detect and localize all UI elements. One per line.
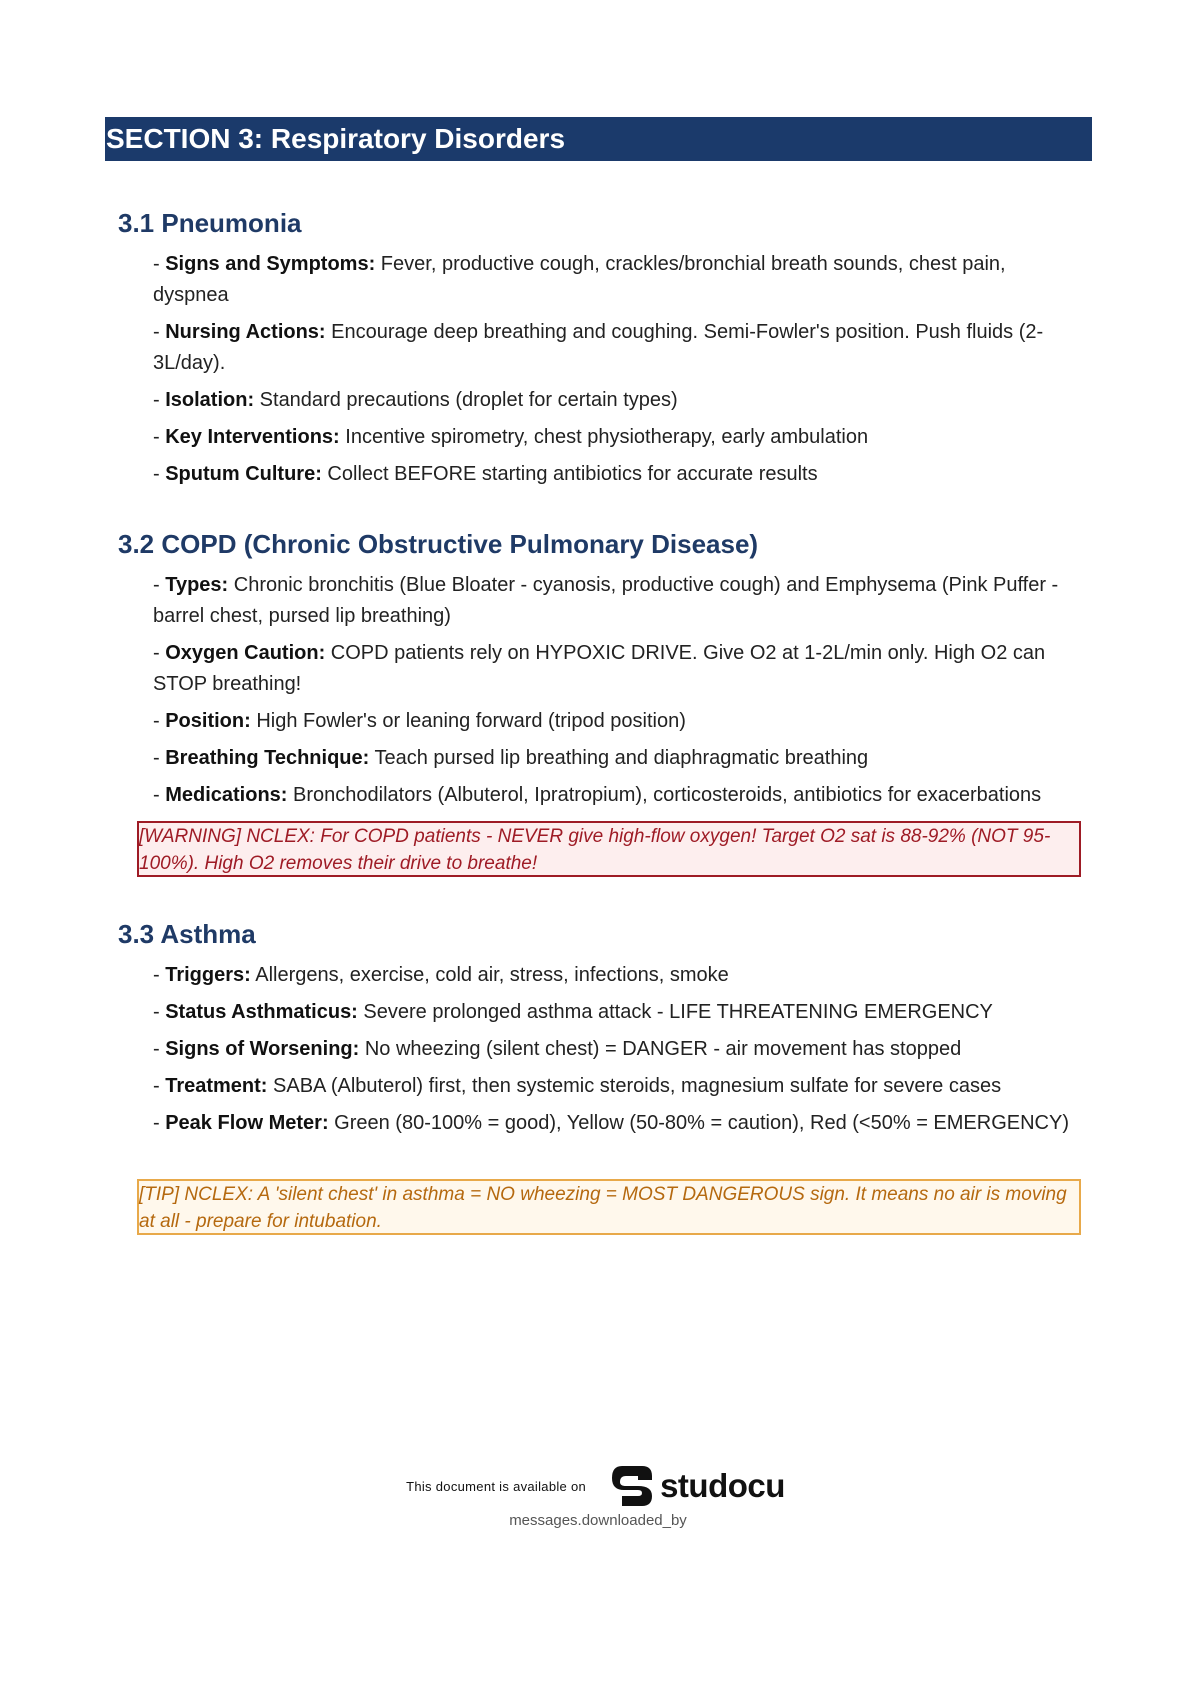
item-text: High Fowler's or leaning forward (tripod position) <box>250 710 686 732</box>
subsection-heading: 3.2 COPD (Chronic Obstructive Pulmonary Disease) <box>118 529 759 559</box>
footer <box>0 1462 1191 1529</box>
tip-callout: [TIP] NCLEX: A 'silent chest' in asthma = NO wheezing = MOST DANGEROUS sign. It means no air is moving at all - prepare for intubation. <box>137 1179 1081 1235</box>
list-item: - Breathing Technique: Teach pursed lip breathing and diaphragmatic breathing <box>153 747 869 769</box>
list-item: - Triggers: Allergens, exercise, cold air, stress, infections, smoke <box>153 964 729 986</box>
item-label: Signs of Worsening: <box>165 1038 360 1060</box>
subsection-pneumonia <box>118 207 1078 496</box>
subsection-asthma <box>118 918 1078 1145</box>
item-label: Triggers: <box>165 964 251 986</box>
item-label: Key Interventions: <box>165 426 340 448</box>
item-label: Nursing Actions: <box>165 321 326 343</box>
item-text: No wheezing (silent chest) = DANGER - air movement has stopped <box>359 1038 962 1060</box>
item-text: Fever, productive cough, crackles/bronchial breath sounds, chest pain, dyspnea <box>153 253 1006 306</box>
downloaded-by-text: messages.downloaded_by <box>509 1512 687 1529</box>
availability-text: This document is available on <box>406 1478 587 1494</box>
subsection-heading: 3.1 Pneumonia <box>118 208 302 238</box>
item-label: Status Asthmaticus: <box>165 1001 358 1023</box>
item-text: Teach pursed lip breathing and diaphragmatic breathing <box>369 747 869 769</box>
list-item: - Oxygen Caution: COPD patients rely on HYPOXIC DRIVE. Give O2 at 1-2L/min only. High O2 can STOP breathing! <box>153 642 1046 695</box>
item-label: Treatment: <box>165 1075 268 1097</box>
list-item: - Nursing Actions: Encourage deep breathing and coughing. Semi-Fowler's position. Push fluids (2-3L/day). <box>153 321 1044 374</box>
item-text: Collect BEFORE starting antibiotics for accurate results <box>321 463 818 485</box>
item-text: SABA (Albuterol) first, then systemic steroids, magnesium sulfate for severe cases <box>267 1075 1002 1097</box>
studocu-link[interactable] <box>608 1462 785 1510</box>
list-item: - Position: High Fowler's or leaning forward (tripod position) <box>153 710 686 732</box>
list-item: - Medications: Bronchodilators (Albuterol, Ipratropium), corticosteroids, antibiotics for exacerbations <box>153 784 1042 806</box>
item-text: Severe prolonged asthma attack - LIFE THREATENING EMERGENCY <box>357 1001 993 1023</box>
item-text: Incentive spirometry, chest physiotherapy, early ambulation <box>339 426 869 448</box>
item-text: Allergens, exercise, cold air, stress, infections, smoke <box>250 964 729 986</box>
item-text: Encourage deep breathing and coughing. Semi-Fowler's position. Push fluids (2-3L/day). <box>153 321 1044 374</box>
item-text: Green (80-100% = good), Yellow (50-80% = caution), Red (<50% = EMERGENCY) <box>328 1112 1069 1134</box>
item-label: Isolation: <box>165 389 255 411</box>
brand-name: studocu <box>660 1467 785 1504</box>
list-item: - Signs of Worsening: No wheezing (silent chest) = DANGER - air movement has stopped <box>153 1038 962 1060</box>
subsection-copd <box>118 528 1078 817</box>
list-item: - Treatment: SABA (Albuterol) first, then systemic steroids, magnesium sulfate for severe cases <box>153 1075 1002 1097</box>
list-item: - Key Interventions: Incentive spirometry, chest physiotherapy, early ambulation <box>153 426 869 448</box>
section-title: SECTION 3: Respiratory Disorders <box>105 117 1092 161</box>
item-label: Position: <box>165 710 251 732</box>
studocu-logo-icon <box>608 1462 656 1510</box>
item-label: Medications: <box>165 784 288 806</box>
item-label: Signs and Symptoms: <box>165 253 376 275</box>
list-item: - Types: Chronic bronchitis (Blue Bloater - cyanosis, productive cough) and Emphysema (Pink Puffer - barrel chest, pursed lip breathing) <box>153 574 1059 627</box>
item-label: Oxygen Caution: <box>165 642 326 664</box>
item-label: Peak Flow Meter: <box>165 1112 329 1134</box>
item-text: Bronchodilators (Albuterol, Ipratropium), corticosteroids, antibiotics for exacerbations <box>287 784 1042 806</box>
subsection-heading: 3.3 Asthma <box>118 919 256 949</box>
warning-callout: [WARNING] NCLEX: For COPD patients - NEVER give high-flow oxygen! Target O2 sat is 88-92% (NOT 95-100%). High O2 removes their drive to breathe! <box>137 821 1081 877</box>
item-label: Breathing Technique: <box>165 747 370 769</box>
item-label: Sputum Culture: <box>165 463 322 485</box>
item-text: COPD patients rely on HYPOXIC DRIVE. Give O2 at 1-2L/min only. High O2 can STOP breathing! <box>153 642 1046 695</box>
item-text: Chronic bronchitis (Blue Bloater - cyanosis, productive cough) and Emphysema (Pink Puffer - barrel chest, pursed lip breathing) <box>153 574 1059 627</box>
list-item: - Isolation: Standard precautions (droplet for certain types) <box>153 389 678 411</box>
list-item: - Peak Flow Meter: Green (80-100% = good), Yellow (50-80% = caution), Red (<50% = EMERGENCY) <box>153 1112 1069 1134</box>
list-item: - Status Asthmaticus: Severe prolonged asthma attack - LIFE THREATENING EMERGENCY <box>153 1001 993 1023</box>
item-text: Standard precautions (droplet for certain types) <box>254 389 678 411</box>
item-label: Types: <box>165 574 229 596</box>
list-item: - Signs and Symptoms: Fever, productive cough, crackles/bronchial breath sounds, chest pain, dyspnea <box>153 253 1006 306</box>
list-item: - Sputum Culture: Collect BEFORE starting antibiotics for accurate results <box>153 463 818 485</box>
